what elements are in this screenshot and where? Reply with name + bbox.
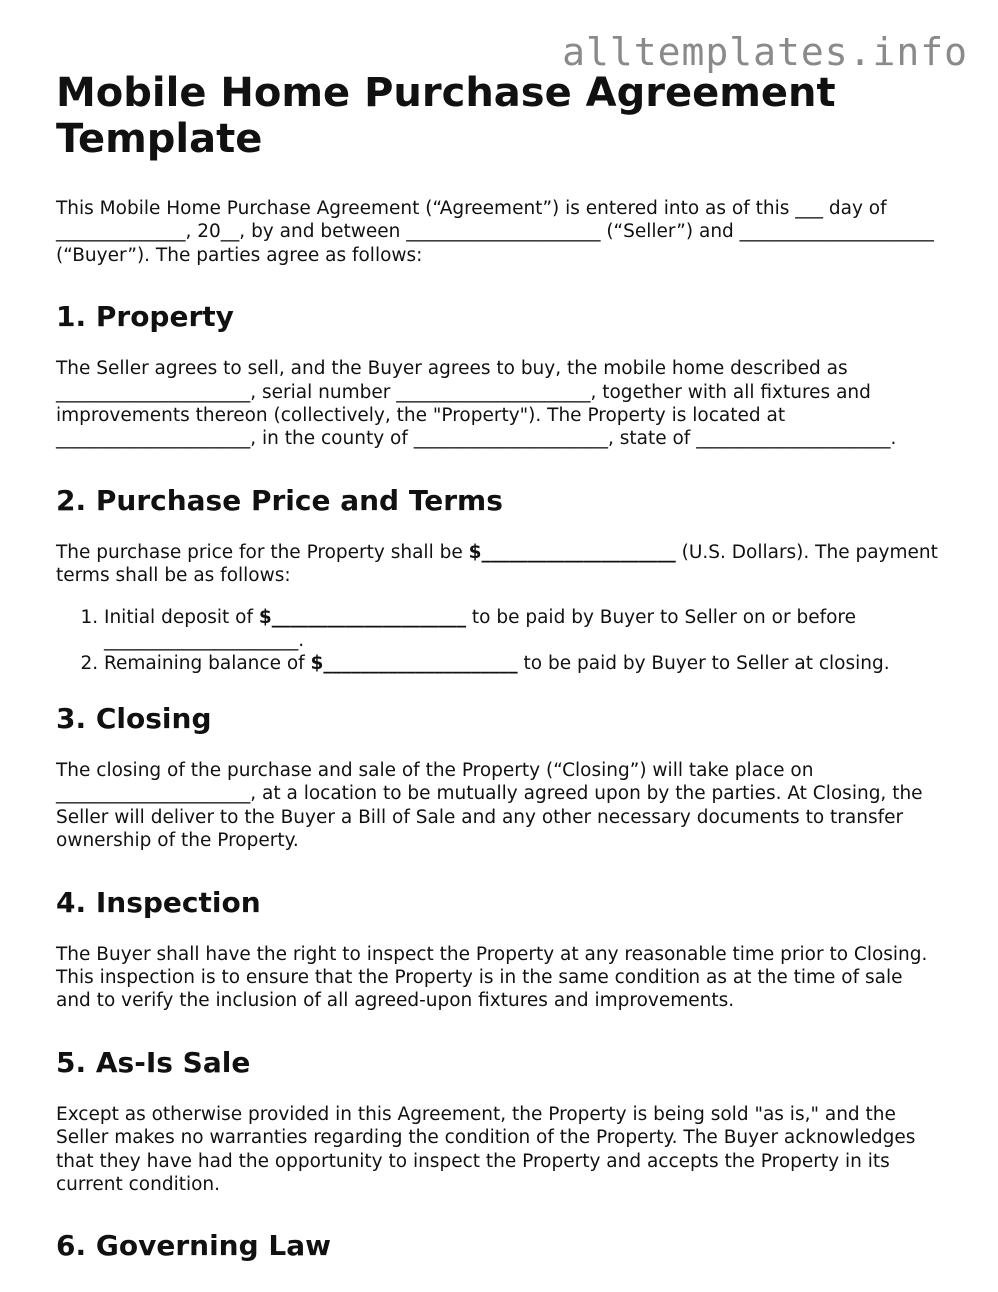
term-amount-blank: $_____________________ [258, 606, 467, 628]
section-body-inspection: The Buyer shall have the right to inspect the Property at any reasonable time prior to Closing. This inspection is to ensure that the Property is in the same condition as at the time of sale and to verify the inclusion of all agreed-upon fixtures and improvements. [56, 943, 928, 1012]
term-text-after: to be paid by Buyer to Seller on or before _____________________. [104, 606, 856, 652]
section-heading-as-is: 5. As-Is Sale [56, 1045, 251, 1079]
term-text-before: Remaining balance of [104, 653, 311, 675]
section-body-price [56, 541, 942, 588]
intro-paragraph: This Mobile Home Purchase Agreement (“Agreement”) is entered into as of this ___ day of ______________, 20__, by and between _____________________ (“Seller”) and _____________________ (“Buyer”). The parties agree as follows: [56, 198, 934, 266]
list-item [104, 652, 942, 675]
term-text-before: Initial deposit of [104, 606, 259, 628]
price-text-before: The purchase price for the Property shall be [56, 541, 469, 563]
section-body-property: The Seller agrees to sell, and the Buyer agrees to buy, the mobile home described as _____________________, serial number _____________________, together with all fixtures and improvements thereon (collectively, the "Property"). The Property is located at _____________________, in the county of _____________________, state of _____________________. [56, 358, 897, 450]
document-title: Mobile Home Purchase Agreement Template [56, 70, 836, 162]
term-text-after: to be paid by Buyer to Seller at closing. [517, 653, 890, 675]
section-heading-law: 6. Governing Law [56, 1229, 331, 1263]
watermark: alltemplates.info [562, 30, 968, 74]
section-body-as-is: Except as otherwise provided in this Agreement, the Property is being sold "as is," and the Seller makes no warranties regarding the condition of the Property. The Buyer acknowledges that they have had the opportunity to inspect the Property and accepts the Property in its current condition. [56, 1103, 916, 1195]
section-heading-closing: 3. Closing [56, 701, 212, 735]
term-amount-blank: $_____________________ [310, 653, 518, 675]
section-body-closing: The closing of the purchase and sale of the Property (“Closing”) will take place on _____________________, at a location to be mutually agreed upon by the parties. At Closing, the Seller will deliver to the Buyer a Bill of Sale and any other necessary documents to transfer ownership of the Property. [56, 759, 923, 852]
section-heading-price: 2. Purchase Price and Terms [56, 483, 503, 517]
list-item [104, 606, 942, 653]
section-heading-inspection: 4. Inspection [56, 885, 261, 919]
document-page [56, 70, 942, 1286]
price-amount-blank: $_____________________ [468, 541, 676, 563]
payment-terms-list [56, 606, 942, 676]
price-text-after: (U.S. Dollars). The payment terms shall be as follows: [56, 541, 938, 587]
section-heading-property: 1. Property [56, 300, 234, 334]
